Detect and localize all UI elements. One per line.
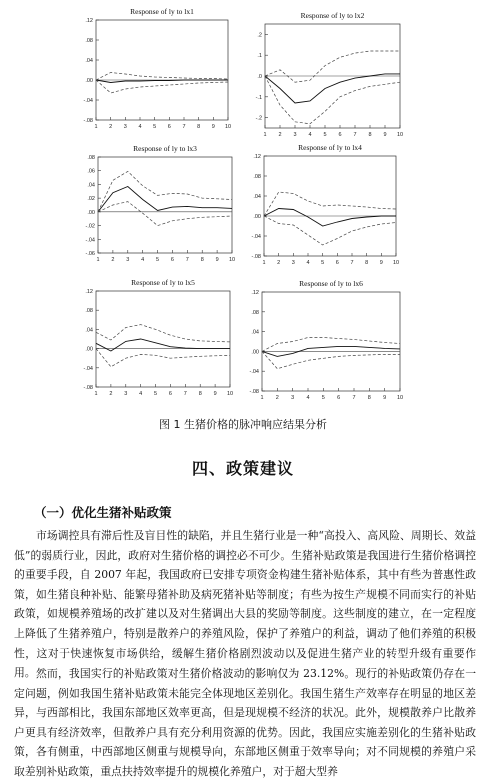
x-tick-label: 4 bbox=[139, 391, 143, 397]
y-tick-label: .00 bbox=[251, 349, 259, 356]
x-tick-label: 3 bbox=[126, 257, 130, 263]
x-tick-label: 1 bbox=[96, 257, 100, 263]
y-tick-label: .08 bbox=[85, 38, 93, 44]
upper-band-line bbox=[262, 338, 400, 352]
x-tick-label: 8 bbox=[367, 395, 371, 401]
y-tick-label: .08 bbox=[253, 174, 261, 180]
y-tick-label: -.08 bbox=[83, 385, 93, 391]
x-tick-label: 7 bbox=[353, 132, 357, 138]
impulse-chart-3 bbox=[86, 144, 236, 263]
response-line bbox=[265, 74, 400, 103]
y-tick-label: .2 bbox=[257, 32, 262, 39]
impulse-chart-5 bbox=[84, 278, 234, 397]
lower-band-line bbox=[265, 76, 400, 124]
lower-band-line bbox=[98, 202, 232, 226]
plot-frame bbox=[98, 157, 232, 253]
x-tick-label: 7 bbox=[352, 395, 356, 401]
x-tick-label: 7 bbox=[182, 124, 186, 130]
x-tick-label: 4 bbox=[308, 132, 312, 138]
x-tick-label: 2 bbox=[278, 132, 282, 138]
response-line bbox=[96, 339, 230, 351]
y-tick-label: -.04 bbox=[83, 98, 93, 104]
x-tick-label: 7 bbox=[183, 391, 187, 397]
plot-frame bbox=[262, 292, 400, 391]
x-tick-label: 6 bbox=[335, 260, 339, 266]
y-tick-label: -.08 bbox=[251, 254, 261, 260]
x-tick-label: 8 bbox=[365, 260, 369, 266]
x-tick-label: 8 bbox=[197, 124, 201, 130]
y-tick-label: .0 bbox=[257, 74, 262, 80]
x-tick-label: 4 bbox=[306, 260, 310, 266]
y-tick-label: .12 bbox=[85, 289, 93, 295]
impulse-chart-1 bbox=[84, 7, 232, 130]
x-tick-label: 1 bbox=[94, 391, 98, 397]
x-tick-label: 3 bbox=[291, 395, 295, 401]
x-tick-label: 5 bbox=[321, 395, 325, 401]
y-tick-label: .08 bbox=[251, 309, 259, 316]
y-tick-label: -.04 bbox=[249, 369, 259, 376]
upper-band-line bbox=[98, 171, 232, 212]
chart-title: Response of ly to lx2 bbox=[300, 11, 365, 20]
body-paragraph-1: 市场调控具有滞后性及盲目性的缺陷，并且生猪行业是一种“高投入、高风险、周期长、效益低”的弱质行业，因此，政府对生猪价格的调控必不可少。生猪补贴政策是我国进行生猪价格调控的重要手段，自 2007 年起，我国政府已安排专项资金构建生猪补贴体系，其中有些为普惠性政策，如生猪良种补贴、能繁母猪补助及病死猪补贴等制度；有些为按生产规模不同而实行的补贴政策，如规模养殖场的改扩建以及对生猪调出大县的奖励等制度。这些制度的建立，在一定程度上降低了生猪养殖户，特别是散养户的养殖风险，保护了养殖户的利益，调动了他们养殖的积极性，这对于快速恢复市场供给，缓解生猪价格剧烈波动以及促进生猪产业的转型升级有重要作用。 bbox=[14, 529, 476, 680]
y-tick-label: .08 bbox=[85, 308, 93, 315]
x-tick-label: 7 bbox=[185, 257, 189, 263]
x-tick-label: 10 bbox=[392, 260, 400, 266]
x-tick-label: 4 bbox=[141, 257, 145, 263]
chart-title: Response of ly to lx4 bbox=[298, 143, 362, 152]
body-paragraph-2: 然而，我国实行的补贴政策对生猪价格波动的影响仅为 23.12%。现行的补贴政策仍存在一定问题，例如我国生猪补贴政策未能完全体现地区差别化。我国生猪生产效率存在明显的地区差异，与西部相比，我国东部地区效率更高，但是现规模不经济的状况。此外，规模散养户比散养户更具有经济效率，但散养户具有充分利用资源的优势。因此，我国应实施差别化的生猪补贴政策，各有侧重，中西部地区侧重与规模导向，东部地区侧重于效率导向；对不同规模的养殖户采取差别补贴政策，重点扶持效率提升的规模化养殖户，对于超大型养 bbox=[14, 667, 476, 778]
x-tick-label: 1 bbox=[94, 124, 98, 130]
y-tick-label: .04 bbox=[85, 58, 93, 64]
y-tick-label: .02 bbox=[87, 196, 95, 203]
y-tick-label: .04 bbox=[253, 194, 261, 200]
x-tick-label: 5 bbox=[321, 260, 325, 266]
x-tick-label: 6 bbox=[338, 132, 342, 138]
x-tick-label: 10 bbox=[224, 124, 232, 130]
x-tick-label: 3 bbox=[123, 124, 127, 130]
x-tick-label: 4 bbox=[306, 395, 310, 401]
x-tick-label: 5 bbox=[154, 391, 158, 397]
y-tick-label: .04 bbox=[87, 182, 95, 189]
x-tick-label: 2 bbox=[275, 395, 279, 401]
x-tick-label: 9 bbox=[211, 124, 215, 130]
upper-band-line bbox=[96, 73, 228, 81]
x-tick-label: 9 bbox=[213, 391, 217, 397]
y-tick-label: -.02 bbox=[85, 223, 95, 230]
x-tick-label: 6 bbox=[170, 257, 174, 263]
y-tick-label: .12 bbox=[251, 290, 259, 296]
y-tick-label: -.2 bbox=[255, 115, 262, 122]
y-tick-label: .00 bbox=[85, 346, 93, 353]
x-tick-label: 10 bbox=[228, 257, 236, 263]
chart-title: Response of ly to lx6 bbox=[299, 279, 363, 288]
lower-band-line bbox=[262, 351, 400, 368]
x-tick-label: 5 bbox=[156, 257, 160, 263]
chart-title: Response of ly to lx5 bbox=[131, 278, 195, 287]
x-tick-label: 8 bbox=[368, 132, 372, 138]
x-tick-label: 6 bbox=[167, 124, 171, 130]
y-tick-label: -.08 bbox=[249, 389, 259, 395]
x-tick-label: 1 bbox=[262, 260, 266, 266]
x-tick-label: 3 bbox=[293, 132, 297, 138]
x-tick-label: 10 bbox=[396, 132, 404, 138]
y-tick-label: .08 bbox=[87, 155, 95, 161]
lower-band-line bbox=[264, 216, 396, 245]
y-tick-label: -.08 bbox=[83, 118, 93, 124]
x-tick-label: 7 bbox=[350, 260, 354, 266]
y-tick-label: .12 bbox=[85, 18, 93, 24]
x-tick-label: 9 bbox=[383, 395, 387, 401]
chart-title: Response of ly to lx3 bbox=[133, 144, 197, 153]
x-tick-label: 3 bbox=[291, 260, 295, 266]
x-tick-label: 6 bbox=[337, 395, 341, 401]
subsection-title: （一）优化生猪补贴政策 bbox=[34, 505, 172, 520]
response-line bbox=[98, 187, 232, 212]
x-tick-label: 4 bbox=[138, 124, 142, 130]
x-tick-label: 5 bbox=[323, 132, 327, 138]
x-tick-label: 3 bbox=[124, 391, 128, 397]
impulse-chart-6 bbox=[250, 279, 404, 401]
x-tick-label: 1 bbox=[260, 395, 264, 401]
impulse-chart-2 bbox=[256, 11, 403, 138]
section-title: 四、政策建议 bbox=[191, 459, 294, 478]
x-tick-label: 8 bbox=[200, 257, 204, 263]
response-line bbox=[264, 209, 396, 227]
y-tick-label: .04 bbox=[85, 327, 93, 334]
y-tick-label: -.06 bbox=[85, 251, 95, 257]
upper-band-line bbox=[96, 325, 230, 342]
lower-band-line bbox=[96, 349, 230, 367]
y-tick-label: -.04 bbox=[83, 365, 93, 372]
x-tick-label: 2 bbox=[109, 391, 113, 397]
y-tick-label: -.1 bbox=[255, 94, 262, 101]
impulse-chart-4 bbox=[252, 143, 400, 266]
plot-frame bbox=[96, 20, 228, 120]
x-tick-label: 2 bbox=[277, 260, 281, 266]
y-tick-label: .00 bbox=[85, 78, 93, 84]
x-tick-label: 9 bbox=[215, 257, 219, 263]
x-tick-label: 5 bbox=[153, 124, 157, 130]
x-tick-label: 10 bbox=[226, 391, 234, 397]
x-tick-label: 9 bbox=[383, 132, 387, 138]
y-tick-label: .06 bbox=[87, 168, 95, 175]
x-tick-label: 2 bbox=[111, 257, 115, 263]
plot-frame bbox=[264, 156, 396, 256]
response-line bbox=[96, 80, 228, 83]
y-tick-label: .1 bbox=[257, 53, 262, 60]
y-tick-label: -.04 bbox=[85, 237, 95, 244]
upper-band-line bbox=[264, 192, 396, 216]
y-tick-label: .00 bbox=[253, 214, 261, 220]
y-tick-label: -.04 bbox=[251, 234, 261, 240]
y-tick-label: .04 bbox=[251, 329, 259, 336]
y-tick-label: .12 bbox=[253, 154, 261, 160]
x-tick-label: 10 bbox=[396, 395, 404, 401]
x-tick-label: 1 bbox=[263, 132, 267, 138]
plot-frame bbox=[96, 291, 230, 387]
figure-caption: 图 1 生猪价格的脉冲响应结果分析 bbox=[159, 418, 327, 431]
y-tick-label: .00 bbox=[87, 209, 95, 216]
x-tick-label: 6 bbox=[168, 391, 172, 397]
chart-title: Response of ly to lx1 bbox=[130, 7, 194, 16]
x-tick-label: 8 bbox=[198, 391, 202, 397]
upper-band-line bbox=[265, 51, 400, 82]
x-tick-label: 9 bbox=[379, 260, 383, 266]
x-tick-label: 2 bbox=[109, 124, 113, 130]
